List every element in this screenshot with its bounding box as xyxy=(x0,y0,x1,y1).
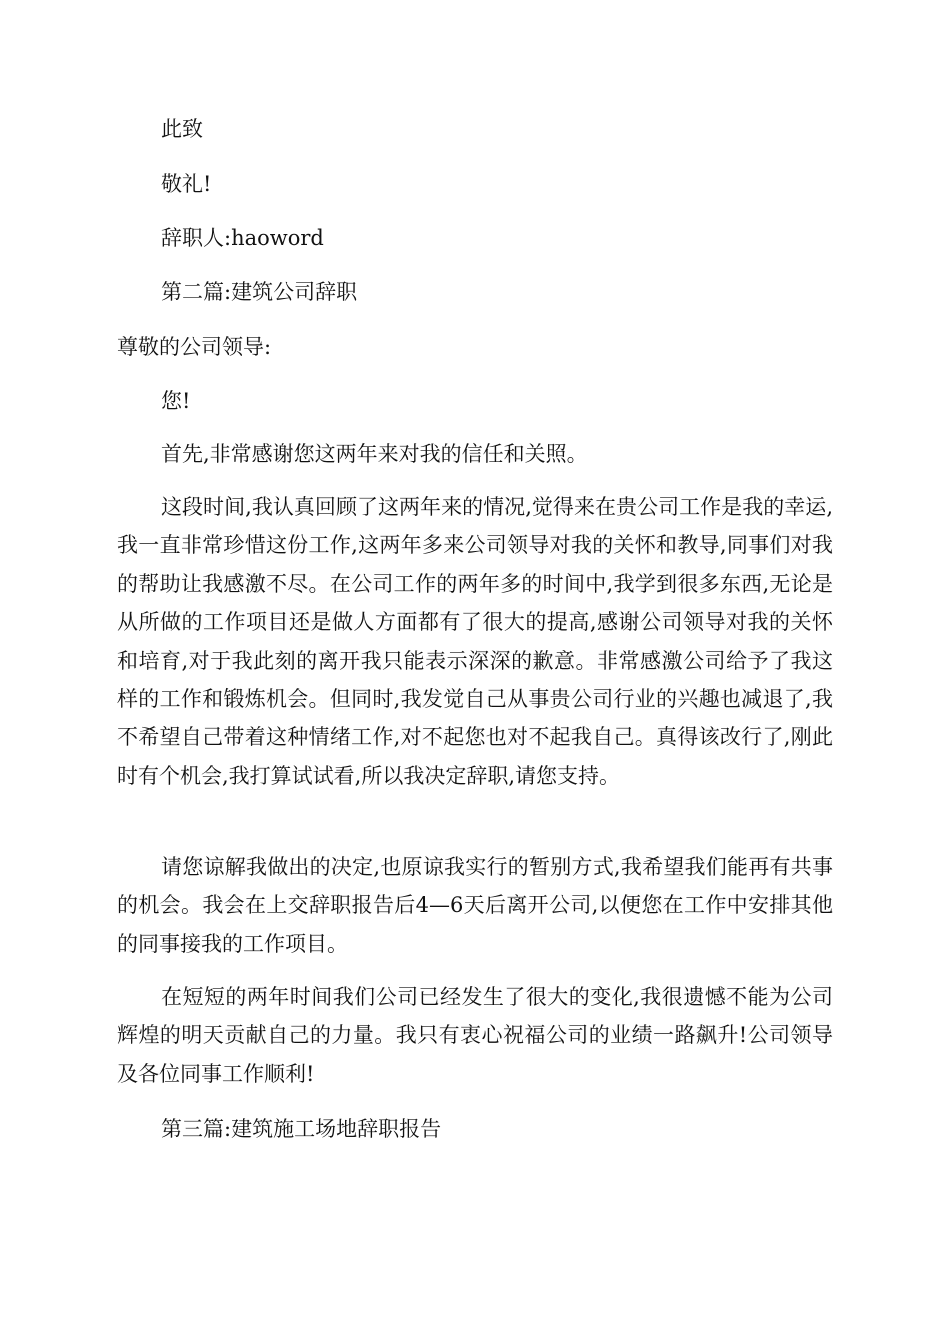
signer-line: 辞职人:haoword xyxy=(161,226,324,250)
section3-heading: 第三篇:建筑施工场地辞职报告 xyxy=(161,1117,442,1141)
closing-cizhi: 此致 xyxy=(161,117,203,141)
paragraph-understanding: 请您谅解我做出的决定,也原谅我实行的暂别方式,我希望我们能再有共事的机会。我会在上交辞职报告后4—6天后离开公司,以便您在工作中安排其他的同事接我的工作项目。 xyxy=(117,855,833,956)
section2-heading: 第二篇:建筑公司辞职 xyxy=(161,280,358,304)
greeting: 您! xyxy=(161,389,191,413)
paragraph-thanks: 首先,非常感谢您这两年来对我的信任和关照。 xyxy=(161,442,588,466)
paragraph-wishes: 在短短的两年时间我们公司已经发生了很大的变化,我很遗憾不能为公司辉煌的明天贡献自己的力量。我只有衷心祝福公司的业绩一路飙升!公司领导及各位同事工作顺利! xyxy=(117,985,833,1086)
paragraph-main: 这段时间,我认真回顾了这两年来的情况,觉得来在贵公司工作是我的幸运,我一直非常珍惜这份工作,这两年多来公司领导对我的关怀和教导,同事们对我的帮助让我感激不尽。在公司工作的两年多的时间中,我学到很多东西,无论是从所做的工作项目还是做人方面都有了很大的提高,感谢公司领导对我的关怀和培育,对于我此刻的离开我只能表示深深的歉意。非常感激公司给予了我这样的工作和锻炼机会。但同时,我发觉自己从事贵公司行业的兴趣也减退了,我不希望自己带着这种情绪工作,对不起您也对不起我自己。真得该改行了,刚此时有个机会,我打算试试看,所以我决定辞职,请您支持。 xyxy=(117,495,833,788)
closing-jingli: 敬礼! xyxy=(161,172,212,196)
salutation: 尊敬的公司领导: xyxy=(117,335,272,359)
